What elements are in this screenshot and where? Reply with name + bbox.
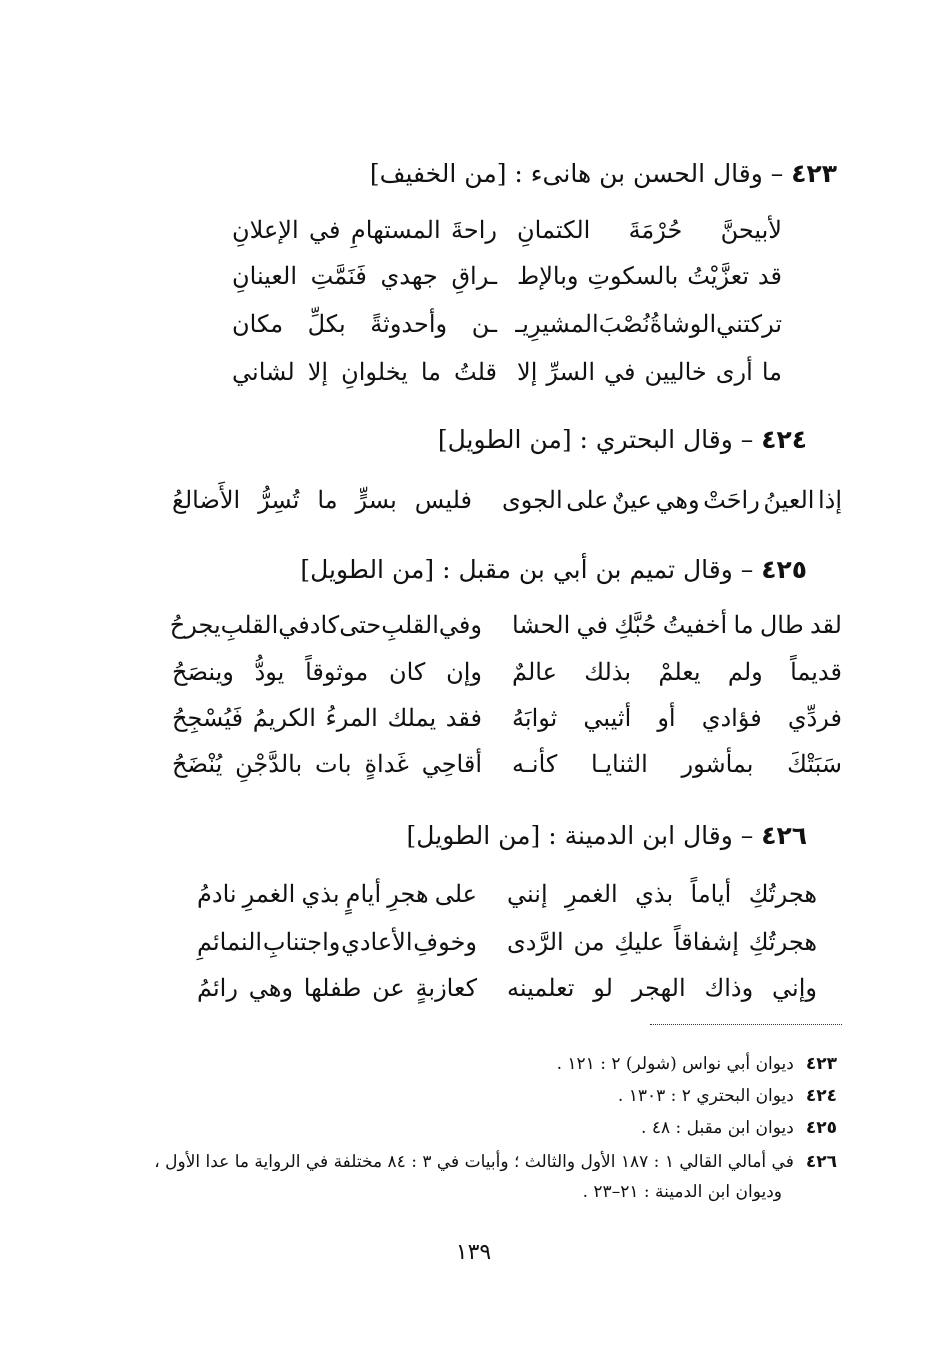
verse-word: أيامٍ <box>345 880 382 908</box>
poem-heading <box>407 818 807 854</box>
verse-word: في <box>576 611 608 639</box>
verse-word: ما <box>420 358 442 386</box>
verse-word: الرَّدى <box>507 928 564 956</box>
first-hemistich <box>517 210 782 250</box>
verse-word: تُسِرُّ <box>258 486 300 514</box>
verse-word: كان <box>388 658 426 686</box>
first-hemistich <box>512 605 842 645</box>
verse-word: يعلمْ <box>658 658 701 686</box>
verse-line <box>232 304 782 344</box>
verse-word: الكتمانِ <box>517 216 591 244</box>
first-hemistich <box>512 698 842 738</box>
verse-word: الهجر <box>631 974 686 1002</box>
footnote <box>618 1084 837 1108</box>
verse-line <box>197 968 817 1008</box>
verse-word: إنني <box>507 880 548 908</box>
footnote-text: ديوان ابن مقبل : ٤٨ . <box>641 1118 794 1138</box>
poem-attribution: – وقال البحتري : [من الطويل] <box>437 425 754 454</box>
footnote <box>154 1150 837 1174</box>
verse-word: وإن <box>446 658 482 686</box>
verse-word: في <box>604 358 636 386</box>
verse-word: كاد <box>309 611 340 639</box>
verse-line <box>232 352 782 392</box>
verse-word: عالمٌ <box>512 658 557 686</box>
footnote-text: في أمالي القالي ١ : ١٨٧ الأول والثالث ؛ وأبيات في ٣ : ٨٤ مختلفة في الرواية ما عدا الأول ، <box>154 1152 794 1172</box>
verse-word: المرءُ <box>325 704 378 732</box>
verse-word: بالدَّجْنِ <box>235 750 303 778</box>
second-hemistich <box>172 652 482 692</box>
verse-word: هجرتُكِ <box>748 928 817 956</box>
verse-word: ما <box>761 358 782 386</box>
second-hemistich <box>169 605 482 645</box>
verse-word: لو <box>593 974 613 1002</box>
first-hemistich <box>512 652 842 692</box>
verse-word: يُنْضَحُ <box>172 750 223 778</box>
verse-word: لقد <box>809 611 842 639</box>
verse-word: بات <box>315 750 352 778</box>
verse-word: ما <box>733 611 754 639</box>
verse-word: واجتنابِ <box>262 928 341 956</box>
verse-word: ثوابَهُ <box>512 704 558 732</box>
verse-word: ولم <box>727 658 763 686</box>
verse-word: وهي <box>655 486 700 514</box>
poem-number: ٤٢٣ <box>791 159 837 188</box>
verse-line <box>197 922 817 962</box>
verse-word: تعلمينه <box>507 974 575 1002</box>
verse-word: نادمُ <box>197 880 237 908</box>
verse-word: إذا <box>817 486 842 514</box>
verse-word: قديماً <box>790 658 842 686</box>
verse-word: أياماً <box>690 880 732 908</box>
verse-word: حُرْمَةَ <box>628 216 683 244</box>
verse-word: ـن <box>471 310 497 338</box>
verse-word: تعزَّيْتُ <box>687 262 750 290</box>
verse-word: عليكِ <box>614 928 665 956</box>
verse-word: إشفاقاً <box>673 928 739 956</box>
verse-word: راحةَ <box>451 216 497 244</box>
verse-word: وهي <box>248 974 293 1002</box>
footnote-continuation: وديوان ابن الدمينة : ٢١–٢٣ . <box>582 1182 782 1202</box>
verse-line <box>232 256 782 296</box>
first-hemistich <box>517 304 782 344</box>
verse-word: على <box>566 486 609 514</box>
verse-word: بكلِّ <box>307 310 346 338</box>
verse-word: ـراقِ <box>451 262 497 290</box>
verse-word: المشيرِيـ <box>515 310 599 338</box>
poem-attribution: – وقال الحسن بن هانىء : [من الخفيف] <box>369 159 784 188</box>
verse-word: هجرتُكِ <box>748 880 817 908</box>
verse-word: الإعلانِ <box>232 216 299 244</box>
footnote <box>641 1116 837 1140</box>
verse-word: الجوى <box>502 486 563 514</box>
verse-word: هجرِ <box>387 880 429 908</box>
verse-line <box>232 210 782 250</box>
verse-word: نُصْبَ <box>598 310 650 338</box>
verse-word: طفلها <box>303 974 362 1002</box>
first-hemistich <box>517 256 782 296</box>
second-hemistich <box>232 352 497 392</box>
verse-word: يودُّ <box>254 658 285 686</box>
poem-number: ٤٢٦ <box>761 821 807 850</box>
verse-word: موثوقاً <box>305 658 369 686</box>
verse-word: العينُ <box>763 486 815 514</box>
footnote-text: ديوان أبي نواس (شولر) ٢ : ١٢١ . <box>556 1054 794 1074</box>
verse-word: بمأشور <box>681 750 754 778</box>
second-hemistich <box>512 744 842 784</box>
verse-word: أثيبي <box>583 704 632 732</box>
verse-word: إلا <box>307 358 329 386</box>
verse-word: الأعادي <box>341 928 413 956</box>
verse-word: الثنايـا <box>591 750 648 778</box>
verse-word: فؤادي <box>701 704 762 732</box>
verse-word: رائمُ <box>197 974 238 1002</box>
verse-word: حتى <box>339 611 382 639</box>
verse-word: جهدي <box>380 262 438 290</box>
verse-word: بذي <box>635 880 674 908</box>
verse-word: طال <box>759 611 804 639</box>
first-hemistich <box>517 352 782 392</box>
verse-word: الأَضالعُ <box>172 486 241 514</box>
verse-line <box>172 744 842 784</box>
verse-word: في <box>309 216 341 244</box>
verse-word: مكان <box>232 310 284 338</box>
page-number: ١٣٩ <box>455 1240 492 1265</box>
verse-line <box>172 698 842 738</box>
verse-word: يجرحُ <box>169 611 221 639</box>
verse-word: فَيُسْجِحُ <box>172 704 244 732</box>
verse-word: كأنـه <box>512 750 558 778</box>
verse-word: بذي <box>301 880 340 908</box>
verse-word: فقد <box>445 704 482 732</box>
verse-word: وفي <box>438 611 482 639</box>
footnote-number: ٤٢٥ <box>805 1118 837 1138</box>
verse-word: وبالإط <box>517 262 579 290</box>
footnote <box>557 1052 837 1076</box>
footnote-text: ديوان البحتري ٢ : ١٣٠٣ . <box>617 1086 794 1106</box>
verse-word: راحَتْ <box>703 486 760 514</box>
verse-word: وأحدوثةً <box>370 310 448 338</box>
second-hemistich <box>197 874 477 914</box>
verse-word: فليس <box>414 486 472 514</box>
verse-word: بالسكوتِ <box>587 262 679 290</box>
verse-word: سَبَتْكَ <box>787 750 842 778</box>
verse-word: فَنَمَّتِ <box>310 262 367 290</box>
footnote-number: ٤٢٦ <box>805 1152 837 1172</box>
verse-word: بسرٍّ <box>355 486 397 514</box>
verse-word: القلبِ <box>381 611 439 639</box>
verse-word: النمائمِ <box>197 928 263 956</box>
verse-word: وذاك <box>704 974 754 1002</box>
verse-word: المستهامِ <box>350 216 441 244</box>
poem-attribution: – وقال ابن الدمينة : [من الطويل] <box>406 821 754 850</box>
verse-word: يخلوانِ <box>341 358 408 386</box>
verse-word: أرى <box>715 358 753 386</box>
verse-word: حُبَّكِ <box>614 611 657 639</box>
verse-word: وخوفِ <box>413 928 477 956</box>
verse-word: كعازبةٍ <box>415 974 477 1002</box>
verse-line <box>172 652 842 692</box>
verse-word: أخفيتُ <box>662 611 728 639</box>
verse-line <box>172 480 842 520</box>
verse-word: أو <box>657 704 676 732</box>
verse-word: ما <box>317 486 338 514</box>
verse-word: فردِّي <box>787 704 842 732</box>
second-hemistich <box>172 480 472 520</box>
first-hemistich <box>172 744 482 784</box>
poem-heading <box>438 422 807 458</box>
first-hemistich <box>507 922 817 962</box>
verse-word: عينٌ <box>612 486 652 514</box>
verse-word: وينصَحُ <box>172 658 234 686</box>
footnote-number: ٤٢٣ <box>805 1054 837 1074</box>
verse-word: العينانِ <box>232 262 297 290</box>
poem-heading <box>300 552 807 588</box>
verse-word: يملك <box>387 704 437 732</box>
verse-word: على <box>434 880 477 908</box>
footnote-number: ٤٢٤ <box>805 1086 837 1106</box>
verse-word: الحشا <box>512 611 571 639</box>
poem-number: ٤٢٥ <box>761 555 807 584</box>
first-hemistich <box>502 480 842 520</box>
verse-word: الغمرِ <box>565 880 618 908</box>
verse-word: الوشاةُ <box>649 310 717 338</box>
verse-word: في <box>278 611 310 639</box>
verse-word: السرِّ <box>546 358 596 386</box>
verse-word: إلا <box>517 358 538 386</box>
poem-number: ٤٢٤ <box>761 425 807 454</box>
verse-word: عن <box>372 974 405 1002</box>
verse-word: الكريمُ <box>252 704 316 732</box>
verse-word: الغمرِ <box>242 880 296 908</box>
verse-line <box>197 874 817 914</box>
verse-line <box>169 605 842 645</box>
first-hemistich <box>507 874 817 914</box>
footnote-separator <box>650 1024 842 1025</box>
verse-word: غَداةٍ <box>364 750 409 778</box>
second-hemistich <box>197 968 477 1008</box>
poem-heading <box>370 156 837 192</box>
verse-word: أقاحِي <box>421 750 482 778</box>
verse-word: من <box>573 928 605 956</box>
verse-word: قلتُ <box>454 358 497 386</box>
second-hemistich <box>172 698 482 738</box>
first-hemistich <box>507 968 817 1008</box>
second-hemistich <box>197 922 477 962</box>
verse-word: بذلك <box>584 658 632 686</box>
verse-word: تركتني <box>716 310 782 338</box>
verse-word: القلبِ <box>220 611 279 639</box>
poem-attribution: – وقال تميم بن أبي بن مقبل : [من الطويل] <box>300 555 754 584</box>
verse-word: وإني <box>772 974 817 1002</box>
verse-word: لأبيحنَّ <box>720 216 782 244</box>
verse-word: خاليين <box>644 358 707 386</box>
second-hemistich <box>232 210 497 250</box>
second-hemistich <box>232 304 497 344</box>
verse-word: لشاني <box>232 358 295 386</box>
second-hemistich <box>232 256 497 296</box>
verse-word: قد <box>757 262 782 290</box>
